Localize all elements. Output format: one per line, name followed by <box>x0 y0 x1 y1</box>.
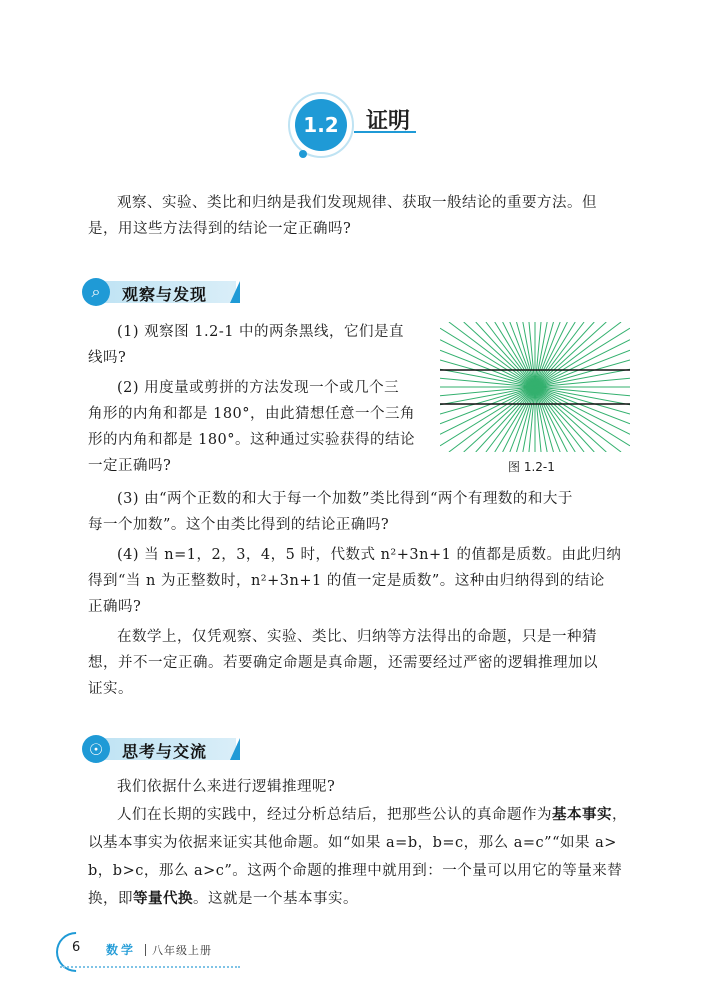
think-line-3: b，b>c，那么 a>c”。这两个命题的推理中就用到：一个量可以用它的等量来替 <box>88 863 623 879</box>
think-line-1 <box>88 802 627 828</box>
figure-caption: 图 1.2-1 <box>508 460 555 474</box>
figure-hering-illusion <box>440 322 630 452</box>
heading-observe-discover <box>82 278 252 306</box>
text-run: 换，即 <box>88 891 133 907</box>
section-number-badge <box>288 92 354 158</box>
math-para-line-3: 证实。 <box>88 681 133 697</box>
q2-line-1: (2) 用度量或剪拼的方法发现一个或几个三 <box>117 380 400 396</box>
footer-dotted-line <box>60 966 240 968</box>
q4-line-3: 正确吗? <box>88 599 142 615</box>
q1-line-2: 线吗? <box>88 350 127 366</box>
heading-think-discuss <box>82 735 252 763</box>
intro-line-2: 是，用这些方法得到的结论一定正确吗? <box>88 221 352 237</box>
footer-separator <box>145 944 146 956</box>
text-run: ， <box>612 807 627 823</box>
text-run: 。这就是一个基本事实。 <box>193 891 358 907</box>
math-para-line-1: 在数学上，仅凭观察、实验、类比、归纳等方法得出的命题，只是一种猜 <box>117 629 597 645</box>
q1-line-1: (1) 观察图 1.2-1 中的两条黑线，它们是直 <box>117 324 405 340</box>
badge-dot <box>299 150 307 158</box>
q3-line-1: (3) 由“两个正数的和大于每一个加数”类比得到“两个有理数的和大于 <box>117 491 573 507</box>
section-number: 1.2 <box>295 99 347 151</box>
lightbulb-icon: ☉ <box>82 735 110 763</box>
think-question: 我们依据什么来进行逻辑推理呢? <box>117 779 336 795</box>
heading-label: 观察与发现 <box>122 285 208 304</box>
term-basic-fact: 基本事实 <box>552 806 612 823</box>
think-line-2: 以基本事实为依据来证实其他命题。如“如果 a=b，b=c，那么 a=c”“如果 a> <box>88 835 617 851</box>
q4-line-2: 得到“当 n 为正整数时，n²+3n+1 的值一定是质数”。这种由归纳得到的结论 <box>88 573 605 589</box>
q4-line-1: (4) 当 n=1，2，3，4，5 时，代数式 n²+3n+1 的值都是质数。由此归纳 <box>117 547 622 563</box>
section-title: 证明 <box>366 109 411 134</box>
text-run: 人们在长期的实践中，经过分析总结后，把那些公认的真命题作为 <box>117 807 552 823</box>
intro-line-1: 观察、实验、类比和归纳是我们发现规律、获取一般结论的重要方法。但 <box>117 195 597 211</box>
footer-grade: 八年级上册 <box>152 944 212 957</box>
footer-subject: 数学 <box>106 943 137 957</box>
q2-line-3: 形的内角和都是 180°。这种通过实验获得的结论 <box>88 432 416 448</box>
q2-line-2: 角形的内角和都是 180°，由此猜想任意一个三角 <box>88 406 416 422</box>
heading-label: 思考与交流 <box>122 742 208 761</box>
q2-line-4: 一定正确吗? <box>88 458 172 474</box>
think-line-4 <box>88 886 358 912</box>
page-number: 6 <box>72 940 81 955</box>
term-equal-substitution: 等量代换 <box>133 890 193 907</box>
q3-line-2: 每一个加数”。这个由类比得到的结论正确吗? <box>88 517 390 533</box>
magnifier-icon: ⌕ <box>82 278 110 306</box>
math-para-line-2: 想，并不一定正确。若要确定命题是真命题，还需要经过严密的逻辑推理加以 <box>88 655 598 671</box>
